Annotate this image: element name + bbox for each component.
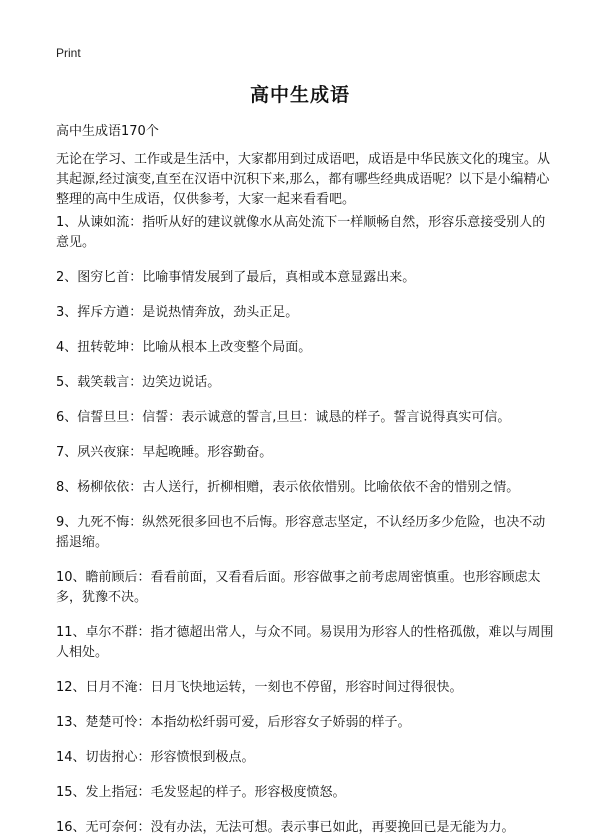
- idiom-entry-2: 2、图穷匕首：比喻事情发展到了最后，真相或本意显露出来。: [56, 270, 416, 285]
- idiom-entry-15: 15、发上指冠：毛发竖起的样子。形容极度愤怒。: [56, 785, 346, 800]
- idiom-list: [56, 213, 556, 838]
- idiom-entry-14: 14、切齿拊心：形容愤恨到极点。: [56, 750, 255, 765]
- idiom-entry-11: 11、卓尔不群：指才德超出常人，与众不同。易误用为形容人的性格孤傲，难以与周围人相处。: [56, 625, 554, 660]
- idiom-entry-1: 1、从谏如流：指听从好的建议就像水从高处流下一样顺畅自然，形容乐意接受别人的意见。: [56, 215, 546, 250]
- idiom-entry-8: 8、杨柳依依：古人送行，折柳相赠，表示依依惜别。比喻依依不舍的惜别之情。: [56, 480, 520, 495]
- idiom-entry-4: 4、扭转乾坤：比喻从根本上改变整个局面。: [56, 340, 312, 355]
- document-title: 高中生成语: [249, 84, 350, 106]
- idiom-entry-5: 5、载笑载言：边笑边说话。: [56, 375, 221, 390]
- idiom-entry-3: 3、挥斥方遒：是说热情奔放，劲头正足。: [56, 305, 299, 320]
- print-label: Print: [56, 46, 81, 60]
- idiom-entry-13: 13、楚楚可怜：本指幼松纤弱可爱，后形容女子娇弱的样子。: [56, 715, 411, 730]
- intro-paragraph: 无论在学习、工作或是生活中，大家都用到过成语吧，成语是中华民族文化的瑰宝。从其起源,经过演变,直至在汉语中沉积下来,那么，都有哪些经典成语呢？以下是小编精心整理的高中生成语，仅供参考，大家一起来看看吧。: [56, 152, 551, 207]
- idiom-entry-16: 16、无可奈何：没有办法，无法可想。表示事已如此，再要挽回已是无能为力。: [56, 820, 515, 835]
- idiom-entry-10: 10、瞻前顾后：看看前面，又看看后面。形容做事之前考虑周密慎重。也形容顾虑太多，犹豫不决。: [56, 570, 541, 605]
- idiom-entry-7: 7、夙兴夜寐：早起晚睡。形容勤奋。: [56, 445, 273, 460]
- document-subtitle: 高中生成语170个: [56, 124, 159, 139]
- idiom-entry-12: 12、日月不淹：日月飞快地运转，一刻也不停留，形容时间过得很快。: [56, 680, 463, 695]
- idiom-entry-9: 9、九死不悔：纵然死很多回也不后悔。形容意志坚定，不认经历多少危险，也决不动摇退缩。: [56, 515, 546, 550]
- idiom-entry-6: 6、信誓旦旦：信誓：表示诚意的誓言,旦旦：诚恳的样子。誓言说得真实可信。: [56, 410, 511, 425]
